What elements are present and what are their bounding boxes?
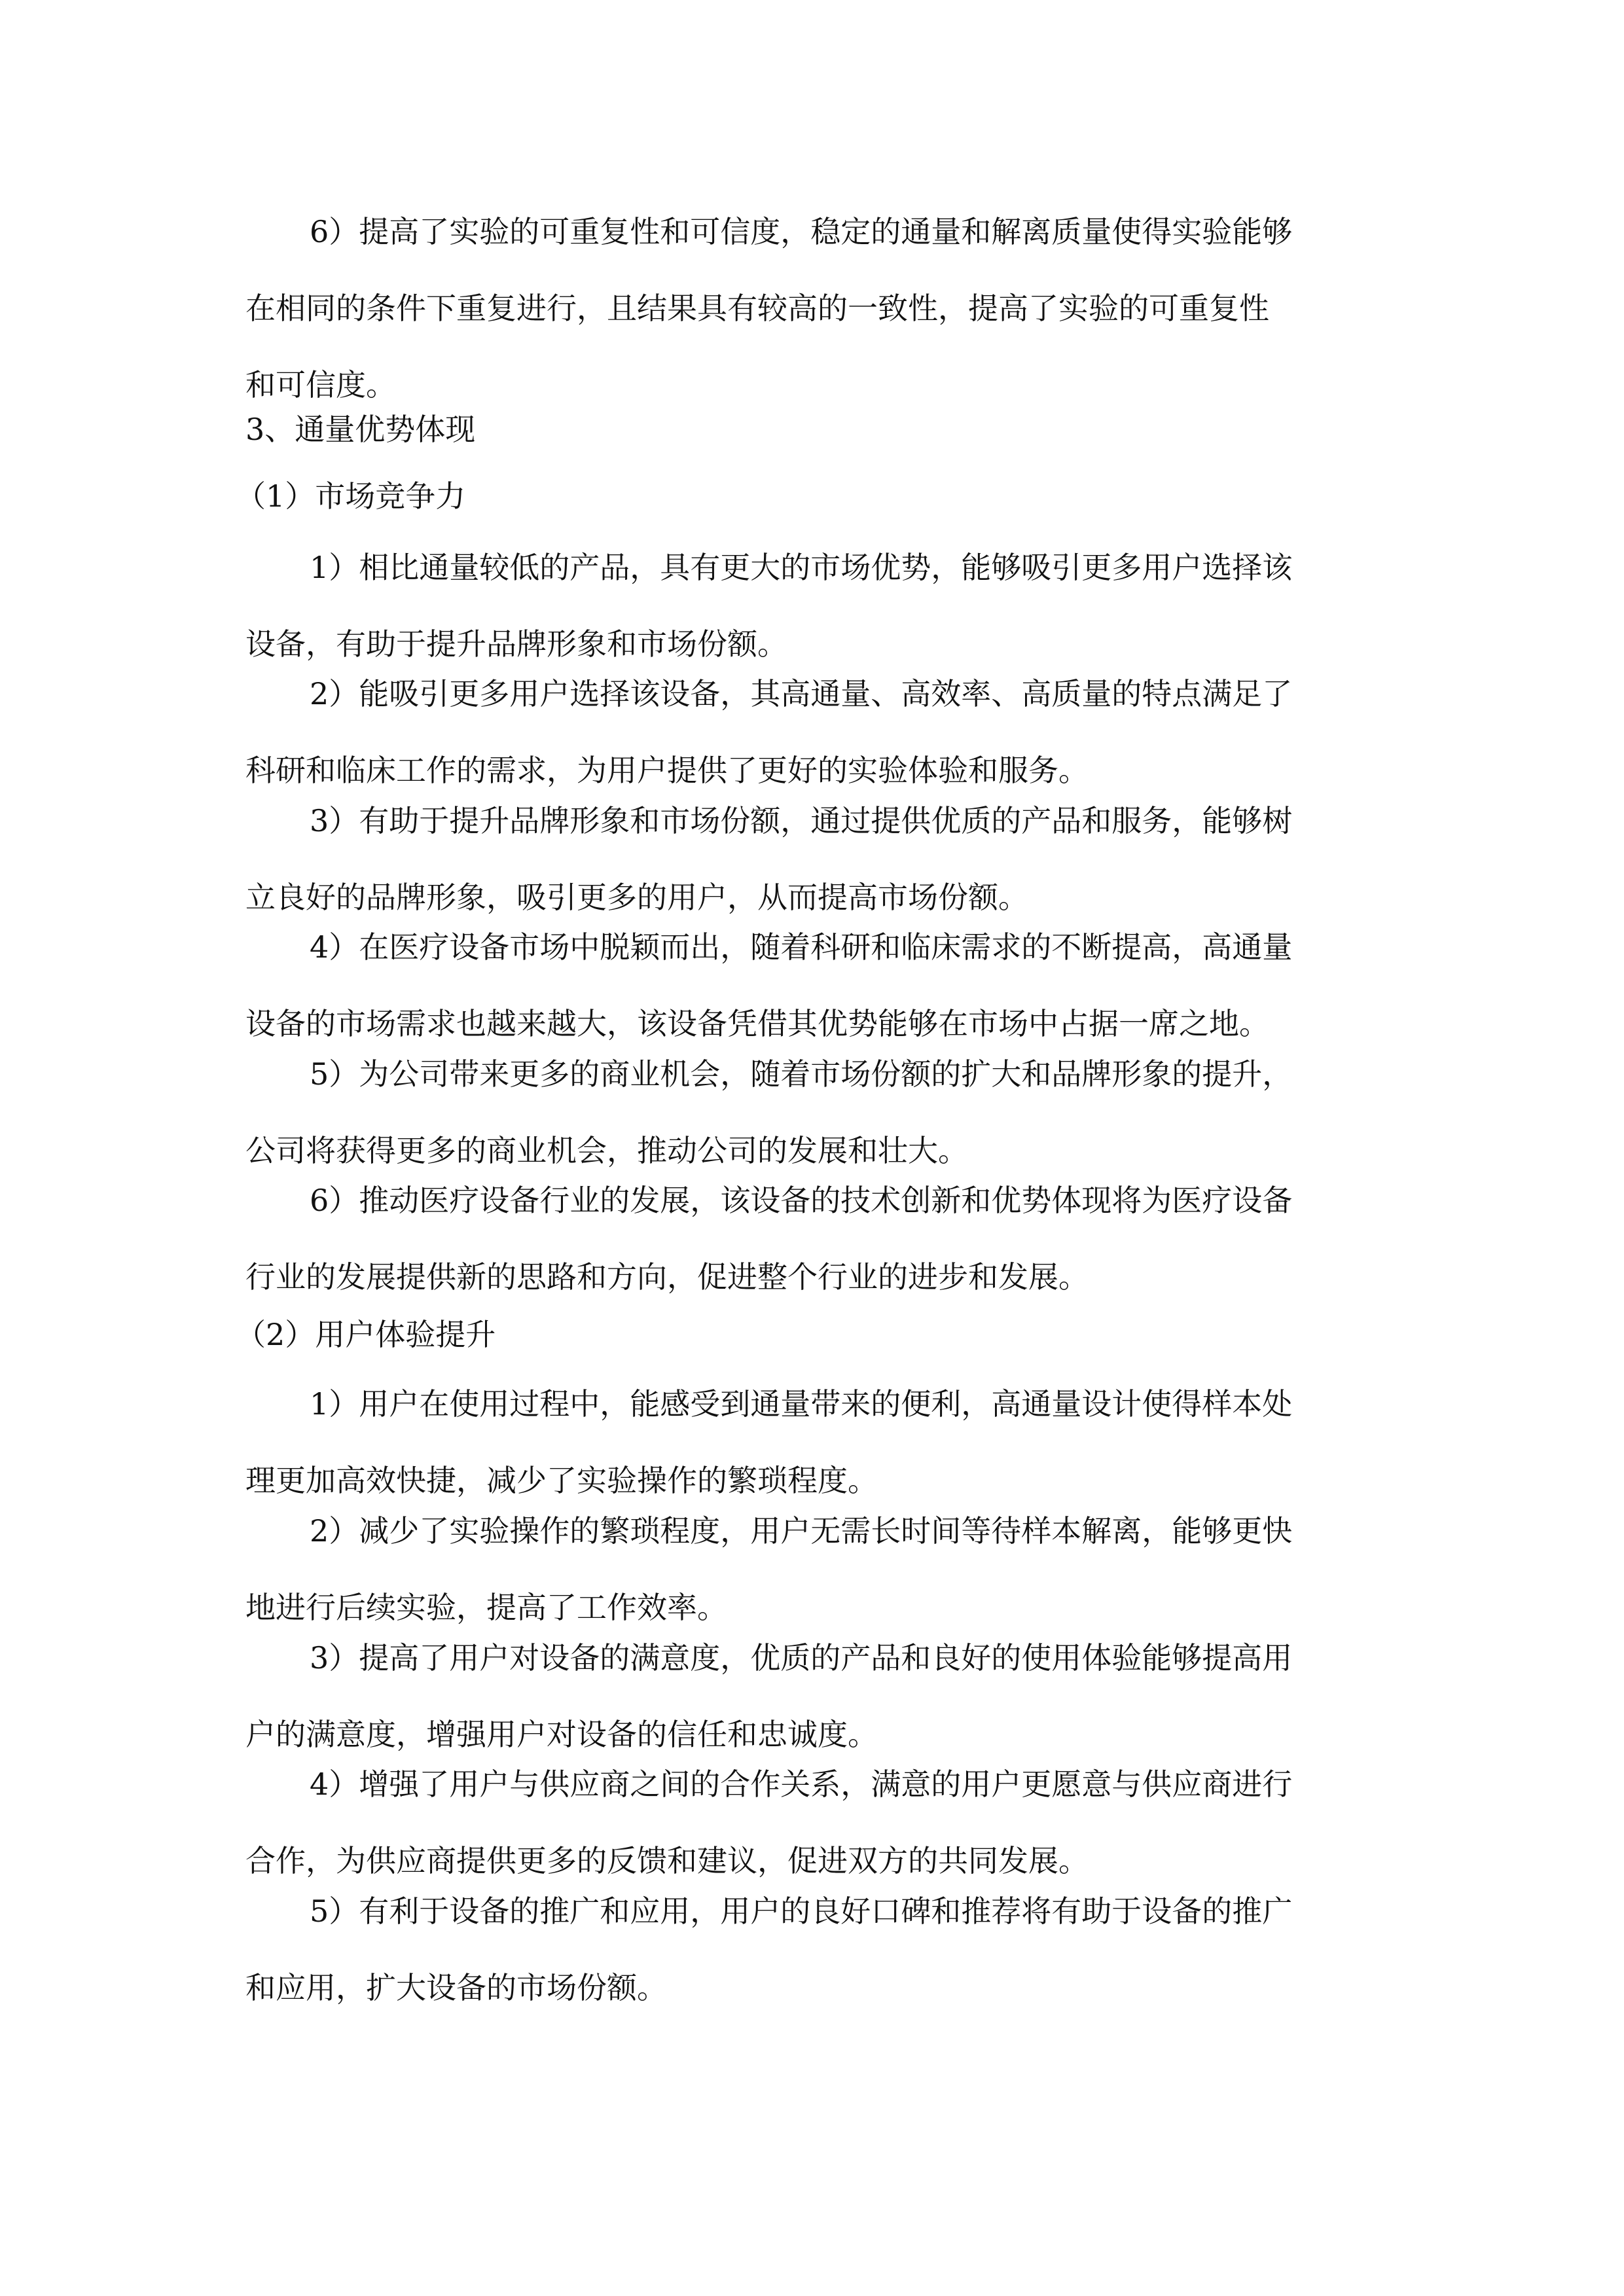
paragraph xyxy=(245,194,1384,423)
paragraph-line: 1）相比通量较低的产品，具有更大的市场优势，能够吸引更多用户选择该 xyxy=(310,550,1293,585)
paragraph-line: 和应用，扩大设备的市场份额。 xyxy=(245,1970,667,2005)
paragraph-line: 合作，为供应商提供更多的反馈和建议，促进双方的共同发展。 xyxy=(245,1843,1089,1878)
paragraph-line: 科研和临床工作的需求，为用户提供了更好的实验体验和服务。 xyxy=(245,753,1089,788)
paragraph-line: 设备的市场需求也越来越大，该设备凭借其优势能够在市场中占据一席之地。 xyxy=(245,1006,1269,1041)
paragraph-line: 设备，有助于提升品牌形象和市场份额。 xyxy=(245,626,787,662)
paragraph-line: 6）推动医疗设备行业的发展，该设备的技术创新和优势体现将为医疗设备 xyxy=(310,1183,1293,1218)
paragraph-line: 和可信度。 xyxy=(245,367,396,403)
paragraph-line: 5）为公司带来更多的商业机会，随着市场份额的扩大和品牌形象的提升， xyxy=(310,1056,1293,1092)
section-heading: 3、通量优势体现 xyxy=(245,412,476,447)
paragraph-line: 行业的发展提供新的思路和方向，促进整个行业的进步和发展。 xyxy=(245,1259,1089,1295)
paragraph-line: 6）提高了实验的可重复性和可信度，稳定的通量和解离质量使得实验能够 xyxy=(310,214,1293,249)
paragraph-line: 4）增强了用户与供应商之间的合作关系，满意的用户更愿意与供应商进行 xyxy=(310,1767,1293,1802)
paragraph-line: 2）减少了实验操作的繁琐程度，用户无需长时间等待样本解离，能够更快 xyxy=(310,1513,1293,1549)
paragraph-line: 户的满意度，增强用户对设备的信任和忠诚度。 xyxy=(245,1717,878,1752)
paragraph-line: 5）有利于设备的推广和应用，用户的良好口碑和推荐将有助于设备的推广 xyxy=(310,1893,1293,1929)
paragraph-line: 3）提高了用户对设备的满意度，优质的产品和良好的使用体验能够提高用 xyxy=(310,1640,1293,1676)
subsection-heading: （1）市场竞争力 xyxy=(236,478,466,514)
paragraph-line: 3）有助于提升品牌形象和市场份额，通过提供优质的产品和服务，能够树 xyxy=(310,803,1293,838)
paragraph-line: 立良好的品牌形象，吸引更多的用户，从而提高市场份额。 xyxy=(245,880,1028,915)
paragraph-line: 理更加高效快捷，减少了实验操作的繁琐程度。 xyxy=(245,1463,878,1498)
paragraph xyxy=(245,1162,1384,1316)
paragraph-line: 4）在医疗设备市场中脱颖而出，随着科研和临床需求的不断提高，高通量 xyxy=(310,929,1293,965)
paragraph xyxy=(245,1873,1384,2026)
subsection-heading: （2）用户体验提升 xyxy=(236,1317,496,1352)
paragraph-line: 2）能吸引更多用户选择该设备，其高通量、高效率、高质量的特点满足了 xyxy=(310,676,1293,711)
paragraph-line: 在相同的条件下重复进行，且结果具有较高的一致性，提高了实验的可重复性 xyxy=(245,291,1269,326)
paragraph-line: 1）用户在使用过程中，能感受到通量带来的便利，高通量设计使得样本处 xyxy=(310,1386,1293,1422)
paragraph-line: 公司将获得更多的商业机会，推动公司的发展和壮大。 xyxy=(245,1133,968,1168)
paragraph-line: 地进行后续实验，提高了工作效率。 xyxy=(245,1590,727,1625)
